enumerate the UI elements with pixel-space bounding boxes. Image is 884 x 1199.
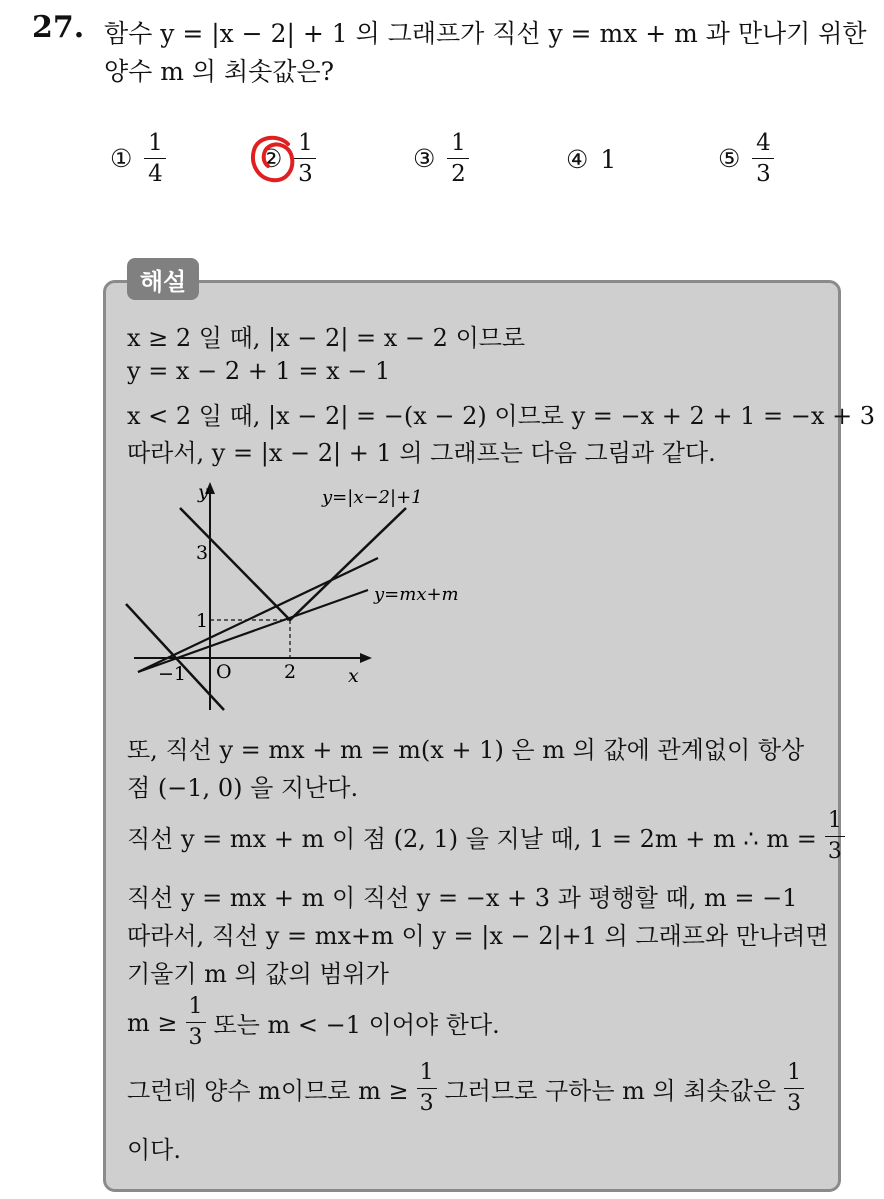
solution-line-13: 이다. [127,1136,181,1164]
choice-fraction [752,130,774,187]
numerator: 1 [827,808,842,833]
solution-line-9: 따라서, 직선 y = mx+m 이 y = |x − 2|+1 의 그래프와 만나려면 [127,922,829,950]
y-axis-label: y [198,481,209,503]
numerator: 4 [756,130,771,156]
choice-4[interactable] [566,145,616,174]
choice-mark: ① [110,144,133,173]
line-12-fraction-2 [784,1060,804,1117]
tick-2: 2 [284,661,297,683]
question-text-line1: 함수 y = |x − 2| + 1 의 그래프가 직선 y = mx + m 과 만나기 위한 [104,19,867,48]
denominator: 3 [298,161,313,187]
origin-label: O [216,661,232,683]
choice-3[interactable] [413,130,469,187]
numerator: 1 [787,1060,802,1085]
line-12-text-a: 그런데 양수 m이므로 m ≥ [127,1077,409,1105]
tick-3: 3 [196,542,209,564]
denominator: 3 [756,161,771,187]
question-text-line2: 양수 m 의 최솟값은? [104,57,335,86]
line-12-text-b: 그러므로 구하는 m 의 최솟값은 [444,1077,777,1105]
line-7-text: 직선 y = mx + m 이 점 (2, 1) 을 지날 때, 1 = 2m + m ∴ m = [127,825,817,853]
line-m-one-third [138,590,368,672]
choice-mark: ⑤ [718,144,741,173]
choice-1[interactable] [110,130,166,187]
denominator: 4 [148,161,163,187]
numerator: 1 [188,994,203,1019]
abs-value-graph [180,508,406,620]
line-12-fraction-1 [417,1060,437,1117]
denominator: 2 [451,161,466,187]
solution-line-1: x ≥ 2 일 때, |x − 2| = x − 2 이므로 [127,324,526,352]
solution-line-6: 점 (−1, 0) 을 지난다. [127,774,359,802]
choice-5[interactable] [718,130,774,187]
choice-value: 1 [600,145,617,174]
line-11-fraction [186,994,206,1051]
tick-neg1: −1 [158,663,187,685]
solution-tag: 해설 [127,258,199,300]
solution-line-11 [127,994,500,1051]
solution-line-7 [127,808,845,865]
choice-fraction [144,130,166,187]
line-label: y=mx+m [374,584,459,605]
solution-line-5: 또, 직선 y = mx + m = m(x + 1) 은 m 의 값에 관계없이 항상 [127,736,805,764]
denominator: 3 [787,1091,802,1116]
line-11-text-b: 또는 m < −1 이어야 한다. [213,1011,500,1039]
solution-line-3: x < 2 일 때, |x − 2| = −(x − 2) 이므로 y = −x + 2 + 1 = −x + 3 [127,402,876,430]
numerator: 1 [148,130,163,156]
x-axis-arrow [360,653,372,663]
line-11-text-a: m ≥ [127,1008,178,1037]
choice-mark: ③ [413,144,436,173]
solution-line-2: y = x − 2 + 1 = x − 1 [127,357,391,385]
graph [120,478,500,716]
denominator: 3 [419,1091,434,1116]
curve-label: y=|x−2|+1 [322,487,423,508]
numerator: 1 [298,130,313,156]
selected-answer-circle [248,132,300,186]
numerator: 1 [419,1060,434,1085]
choice-mark: ② [260,144,283,173]
numerator: 1 [451,130,466,156]
choice-fraction [447,130,469,187]
denominator: 3 [827,839,842,864]
line-7-fraction [825,808,845,865]
solution-line-12 [127,1060,804,1117]
question-number: 27. [32,10,85,45]
solution-line-4: 따라서, y = |x − 2| + 1 의 그래프는 다음 그림과 같다. [127,439,716,467]
tick-1: 1 [196,610,209,632]
denominator: 3 [188,1025,203,1050]
x-axis-label: x [348,665,359,687]
solution-line-10: 기울기 m 의 값의 범위가 [127,960,389,988]
solution-line-8: 직선 y = mx + m 이 직선 y = −x + 3 과 평행할 때, m = −1 [127,884,798,912]
choice-mark: ④ [566,145,589,174]
